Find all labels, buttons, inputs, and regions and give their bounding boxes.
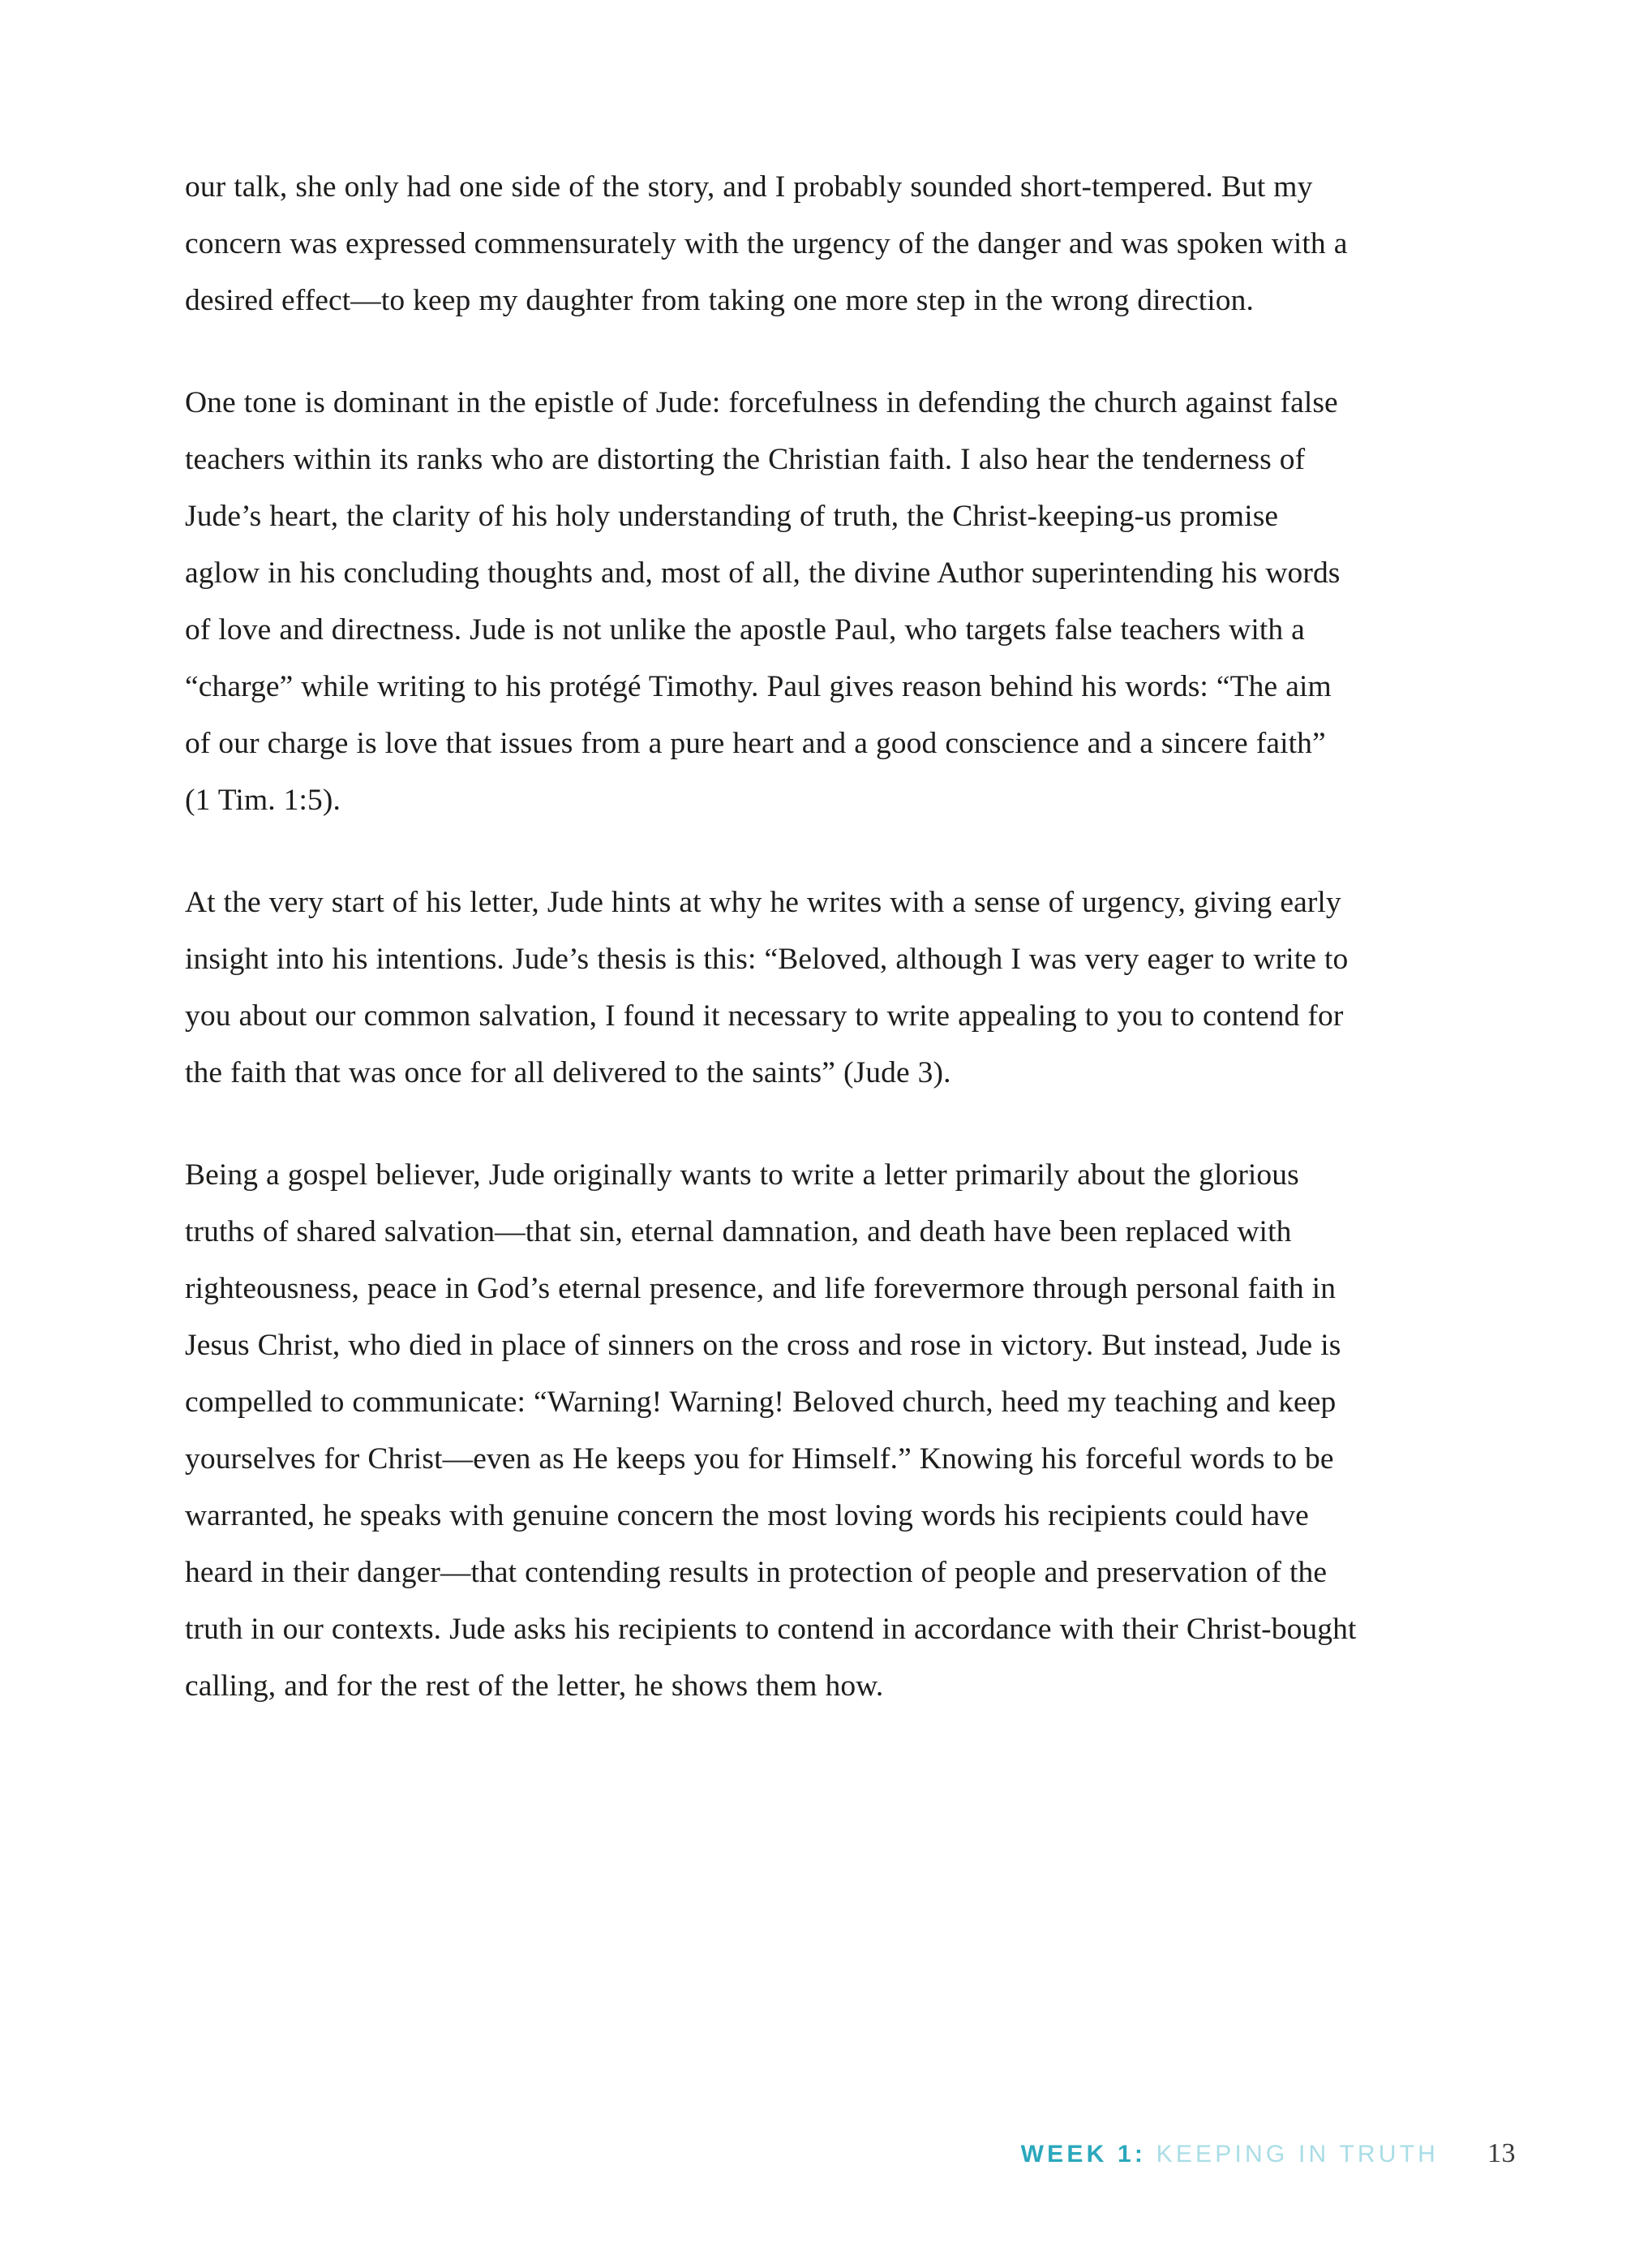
paragraph-1: our talk, she only had one side of the story, and I probably sounded short-tempered. But my concern was expressed commensurately with the urgency of the danger and was spoken with a desired effect—to keep my daughter from taking one more step in the wrong direction. [185,170,1348,317]
paragraph-2: One tone is dominant in the epistle of Jude: forcefulness in defending the church against false teachers within its ranks who are distorting the Christian faith. I also hear the tenderness of Jude’s heart, the clarity of his holy understanding of truth, the Christ-keeping-us promise aglow in his concluding thoughts and, most of all, the divine Author superintending his words of love and directness. Jude is not unlike the apostle Paul, who targets false teachers with a “charge” while writing to his protégé Timothy. Paul gives reason behind his words: “The aim of our charge is love that issues from a pure heart and a good conscience and a sincere faith” (1 Tim. 1:5). [185,386,1341,817]
running-footer [0,2138,1652,2187]
footer-content [1021,2138,1516,2169]
footer-running-head [1021,2141,1439,2168]
paragraph-4: Being a gospel believer, Jude originally wants to write a letter primarily about the glorious truths of shared salvation—that sin, eternal damnation, and death have been replaced with righteousness, peace in God’s eternal presence, and life forevermore through personal faith in Jesus Christ, who died in place of sinners on the cross and rose in victory. But instead, Jude is compelled to communicate: “Warning! Warning! Beloved church, heed my teaching and keep yourselves for Christ—even as He keeps you for Himself.” Knowing his forceful words to be warranted, he speaks with genuine concern the most loving words his recipients could have heard in their danger—that contending results in protection of people and preservation of the truth in our contexts. Jude asks his recipients to contend in accordance with their Christ-bought calling, and for the rest of the letter, he shows them how. [185,1158,1357,1703]
paragraph-3: At the very start of his letter, Jude hints at why he writes with a sense of urgency, giving early insight into his intentions. Jude’s thesis is this: “Beloved, although I was very eager to write to you about our common salvation, I found it necessary to write appealing to you to contend for the faith that was once for all delivered to the saints” (Jude 3). [185,886,1349,1089]
body-text-column [185,159,1359,1715]
footer-section-title: KEEPING IN TRUTH [1156,2141,1439,2168]
footer-week-label: WEEK 1: [1020,2141,1147,2168]
page-number: 13 [1487,2138,1516,2168]
